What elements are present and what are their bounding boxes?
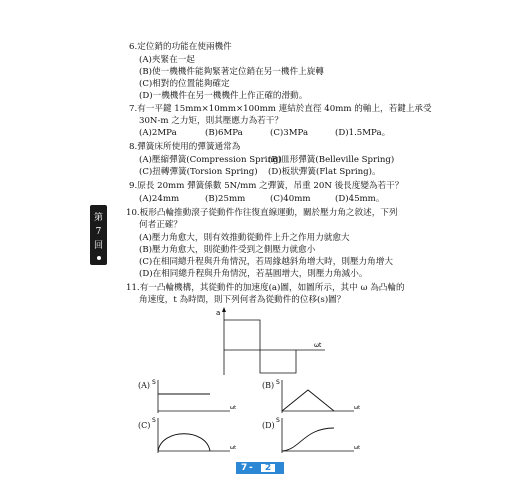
s-axis-label: S <box>276 379 280 386</box>
question-10-stem-cont: 何者正確？ <box>139 220 182 230</box>
option-c: (C)40mm <box>270 194 311 204</box>
chapter-number: 7 <box>241 463 248 473</box>
s-axis-label: S <box>152 417 156 424</box>
option-d: (D)板狀彈簧(Flat Spring)。 <box>268 167 381 177</box>
option-c: (C)3MPa <box>270 128 309 138</box>
option-b: (B)皿形彈簧(Belleville Spring) <box>268 155 395 165</box>
page-separator: - <box>249 463 253 473</box>
option-a: (A)壓力角愈大，則有效推動從動件上升之作用力就愈大 <box>139 233 350 243</box>
wt-axis-label: ωt <box>230 445 237 451</box>
option-a: (A)24mm <box>139 194 180 204</box>
question-8-stem: 8.彈簧床所使用的彈簧通常為 <box>129 142 241 152</box>
question-7-stem: 7.有一平鍵 15mm×10mm×100mm 連結於直徑 40mm 的軸上，若鍵上承受 <box>129 104 432 114</box>
graph-option-a-label: (A) <box>138 381 151 390</box>
wt-axis-label: ωt <box>230 405 237 411</box>
graph-option-d-label: (D) <box>262 421 275 430</box>
graph-option-c <box>150 414 245 456</box>
wt-axis-label: ωt <box>314 342 322 349</box>
question-10-stem: 10.板形凸輪推動滾子從動件作往復直線運動，關於壓力角之敘述，下列 <box>126 208 398 218</box>
acceleration-diagram <box>210 305 340 380</box>
question-9-stem: 9.原長 20mm 彈簧係數 5N/mm 之彈簧，吊重 20N 後長度變為若干？ <box>129 181 404 191</box>
option-a: (A)壓縮彈簧(Compression Spring) <box>139 155 282 165</box>
chapter-tab-char: 7 <box>95 227 102 237</box>
option-c: (C)扭轉彈簧(Torsion Spring) <box>139 167 258 177</box>
graph-option-c-label: (C) <box>138 421 151 430</box>
option-c: (C)在相同總升程與升角情況，若周緣越斜角增大時，則壓力角增大 <box>139 257 393 267</box>
option-d: (D)1.5MPa。 <box>335 128 391 138</box>
wt-axis-label: ωt <box>354 445 361 451</box>
question-7-stem-cont: 30N-m 之力矩，則其壓應力為若干？ <box>139 116 283 126</box>
question-6-stem: 6.定位銷的功能在使兩機件 <box>129 42 232 52</box>
option-d: (D)在相同總升程與升角情況，若基圓增大，則壓力角減小。 <box>139 269 368 279</box>
option-a: (A)2MPa <box>139 128 177 138</box>
option-d: (D)一機機件在另一機機件上作正確的滑動。 <box>139 91 308 101</box>
graph-option-b <box>274 376 369 416</box>
graph-option-a <box>150 376 245 416</box>
chapter-tab-char: 第 <box>93 213 103 223</box>
graph-option-b-label: (B) <box>262 381 275 390</box>
option-b: (B)6MPa <box>205 128 243 138</box>
option-d: (D)45mm。 <box>335 194 385 204</box>
option-b: (B)25mm <box>205 194 246 204</box>
chapter-tab-char: 回 <box>93 241 103 251</box>
a-axis-label: a <box>216 309 221 317</box>
page-number-badge <box>236 462 284 474</box>
graph-option-d <box>274 414 369 456</box>
wt-axis-label: ωt <box>354 405 361 411</box>
page-number: 2 <box>261 464 275 472</box>
s-axis-label: S <box>152 379 156 386</box>
tab-dot-icon <box>97 256 101 260</box>
option-c: (C)相對的位置能夠確定 <box>139 79 230 89</box>
option-a: (A)夾緊在一起 <box>139 55 195 65</box>
s-axis-label: S <box>276 417 280 424</box>
option-b: (B)壓力角愈大，則從動件受到之側壓力就愈小 <box>139 245 316 255</box>
question-11-stem: 11.有一凸輪機構，其從動件的加速度(a)圖，如圖所示，其中 ω 為凸輪的 <box>126 283 405 293</box>
option-b: (B)使一機機件能夠緊著定位銷在另一機件上旋轉 <box>139 67 324 77</box>
question-11-stem-cont: 角速度，t 為時間，則下列何者為從動件的位移(s)圖？ <box>139 295 346 305</box>
